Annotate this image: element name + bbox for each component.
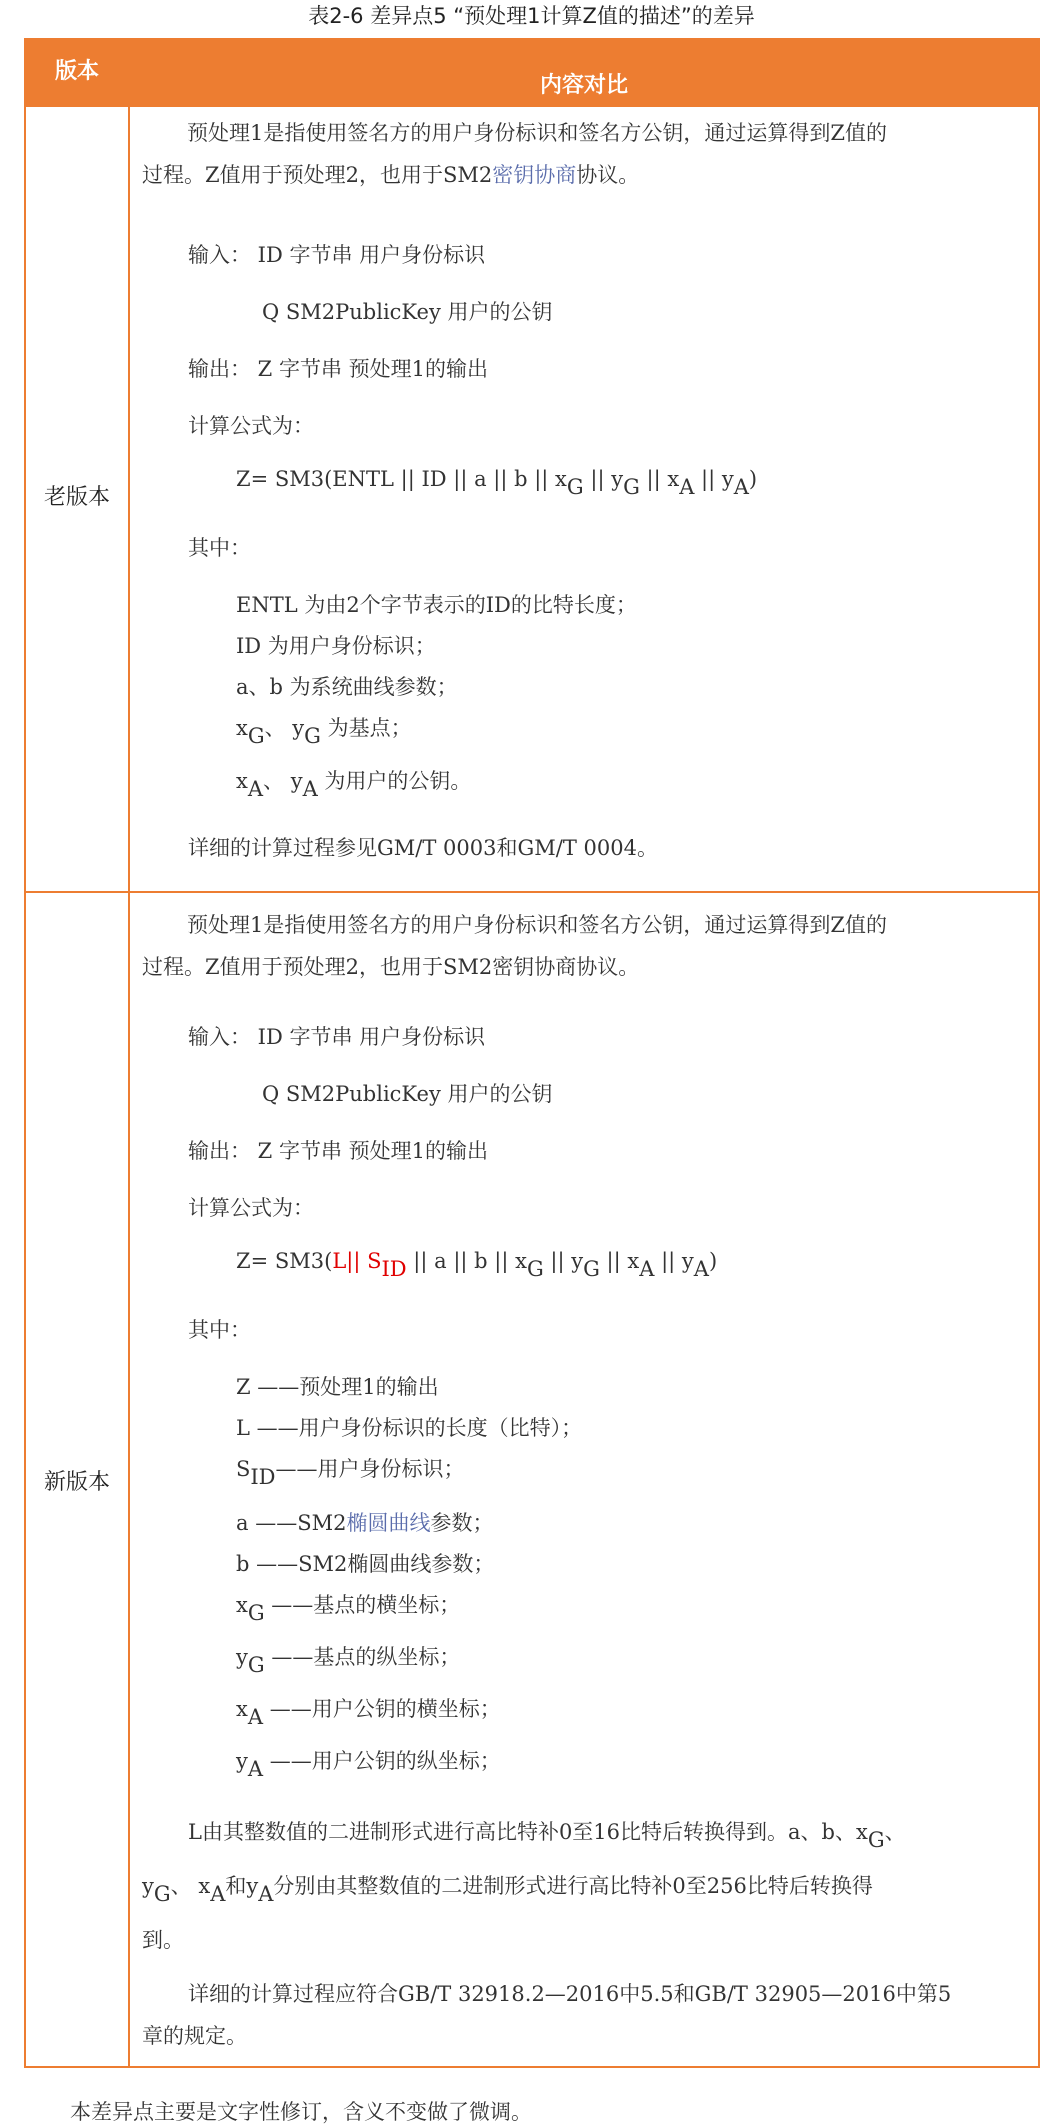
old-version-label: 老版本 (43, 485, 110, 510)
formula-part: || x (639, 467, 680, 491)
formula-part: Z= SM3( (236, 1249, 333, 1273)
new-input2: Q SM2PublicKey 用户的公钥 (262, 1082, 553, 1106)
elliptic-curve-link[interactable]: 椭圆曲线 (346, 1511, 431, 1535)
def-sub: G (247, 724, 265, 748)
formula-highlight-sub: ID (381, 1257, 407, 1281)
def-part: 为基点； (320, 716, 412, 740)
old-input1: 输入： ID 字节串 用户身份标识 (188, 243, 486, 267)
def-part: 为用户的公钥。 (317, 769, 472, 793)
def-sub: G (247, 1601, 265, 1625)
def-part: x (236, 1697, 248, 1721)
header-version: 版本 (54, 58, 99, 84)
new-reference-line1: 详细的计算过程应符合GB/T 32918.2—2016中5.5和GB/T 32905—2016中第5 (188, 1982, 952, 2006)
old-intro-text: 过程。Z值用于预处理2，也用于SM2 (142, 163, 493, 187)
note-sub: G (153, 1882, 171, 1906)
new-def-xa (236, 1693, 501, 1729)
def-part: 参数； (430, 1511, 494, 1535)
formula-part: || y (583, 467, 624, 491)
def-part: x (236, 716, 248, 740)
new-output: 输出： Z 字节串 预处理1的输出 (188, 1139, 488, 1163)
old-formula (236, 467, 758, 499)
new-formula-label: 计算公式为： (188, 1196, 314, 1220)
note-sub: A (210, 1882, 226, 1906)
old-def-base-point (236, 712, 412, 748)
formula-sub: G (566, 475, 584, 499)
def-part: a ——SM2 (236, 1511, 347, 1535)
table-header (26, 40, 1038, 107)
old-reference: 详细的计算过程参见GM/T 0003和GM/T 0004。 (188, 836, 658, 860)
formula-sub: A (733, 475, 749, 499)
new-reference-line2: 章的规定。 (142, 2024, 247, 2048)
def-sub: G (247, 1653, 265, 1677)
new-version-label: 新版本 (43, 1470, 110, 1495)
def-part: y (236, 1645, 248, 1669)
old-intro-end: 协议。 (576, 163, 640, 187)
note-sub: A (258, 1882, 274, 1906)
formula-highlight: L|| S (332, 1249, 382, 1273)
old-def-pubkey (236, 765, 472, 801)
formula-part: Z= SM3(ENTL || ID || a || b || x (236, 467, 567, 491)
formula-part: ) (748, 467, 758, 491)
formula-sub: G (623, 475, 640, 499)
old-intro-line1: 预处理1是指使用签名方的用户身份标识和签名方公钥，通过运算得到Z值的 (187, 121, 887, 145)
formula-sub: A (679, 475, 695, 499)
new-def-xg (236, 1589, 461, 1625)
new-intro-line1: 预处理1是指使用签名方的用户身份标识和签名方公钥，通过运算得到Z值的 (187, 913, 887, 937)
old-def-entl: ENTL 为由2个字节表示的ID的比特长度； (236, 593, 637, 617)
note-part: y (142, 1874, 154, 1898)
new-def-z: Z ——预处理1的输出 (236, 1375, 439, 1399)
old-intro-line2 (142, 160, 1032, 190)
new-formula (236, 1249, 718, 1281)
new-note-line3: 到。 (142, 1928, 184, 1952)
note-part: L由其整数值的二进制形式进行高比特补0至16比特后转换得到。a、b、x (188, 1820, 868, 1844)
new-def-b: b ——SM2椭圆曲线参数； (236, 1552, 495, 1576)
new-def-sid (236, 1453, 465, 1489)
formula-sub: A (693, 1257, 709, 1281)
def-sub: A (247, 1757, 264, 1781)
new-note-line2 (142, 1870, 873, 1906)
def-part: y (236, 1749, 248, 1773)
def-part: ——用户公钥的横坐标； (263, 1697, 501, 1721)
old-output: 输出： Z 字节串 预处理1的输出 (188, 357, 488, 381)
new-def-a (236, 1507, 493, 1537)
formula-part: || y (543, 1249, 584, 1273)
def-sub: A (247, 1705, 264, 1729)
def-part: S (236, 1457, 251, 1481)
comparison-table (24, 38, 1040, 2068)
formula-part: || a || b || x (406, 1249, 527, 1273)
new-input1: 输入： ID 字节串 用户身份标识 (188, 1025, 486, 1049)
def-part: ——基点的横坐标； (264, 1593, 461, 1617)
column-divider (128, 107, 130, 2066)
note-part: 、 x (170, 1874, 211, 1898)
new-where: 其中： (188, 1318, 251, 1342)
old-def-ab: a、b 为系统曲线参数； (236, 675, 458, 699)
note-part: 和y (225, 1874, 259, 1898)
new-def-ya (236, 1745, 501, 1781)
def-part: x (236, 769, 248, 793)
row-divider (26, 891, 1038, 893)
def-sub: A (302, 777, 318, 801)
new-def-yg (236, 1641, 461, 1677)
formula-part: || x (599, 1249, 640, 1273)
formula-part: || y (654, 1249, 694, 1273)
def-sub: A (247, 777, 264, 801)
table-caption: 表2-6 差异点5 “预处理1计算Z值的描述”的差异 (308, 4, 755, 28)
footer-text: 本差异点主要是文字性修订，含义不变做了微调。 (70, 2100, 532, 2124)
formula-part: || y (694, 467, 734, 491)
def-part: ——基点的纵坐标； (264, 1645, 461, 1669)
new-def-l: L ——用户身份标识的长度（比特）； (236, 1416, 583, 1440)
def-part: ——用户公钥的纵坐标； (263, 1749, 501, 1773)
note-sub: G (867, 1828, 885, 1852)
note-part: 分别由其整数值的二进制形式进行高比特补0至256比特后转换得 (273, 1874, 873, 1898)
new-note-line1 (188, 1816, 906, 1852)
def-sub: G (304, 724, 321, 748)
formula-sub: G (583, 1257, 600, 1281)
old-def-id: ID 为用户身份标识； (236, 634, 436, 658)
old-key-agreement-link[interactable]: 密钥协商 (492, 163, 577, 187)
def-sub: ID (250, 1465, 276, 1489)
old-version-content (142, 118, 1032, 190)
formula-part: ) (708, 1249, 718, 1273)
formula-sub: A (639, 1257, 655, 1281)
new-intro-line2: 过程。Z值用于预处理2，也用于SM2密钥协商协议。 (142, 955, 640, 979)
old-formula-label: 计算公式为： (188, 414, 314, 438)
old-where: 其中： (188, 536, 251, 560)
def-part: 、 y (264, 716, 305, 740)
note-part: 、 (884, 1820, 906, 1844)
formula-sub: G (526, 1257, 544, 1281)
header-content: 内容对比 (539, 72, 628, 98)
def-part: x (236, 1593, 248, 1617)
def-part: ——用户身份标识； (275, 1457, 465, 1481)
new-version-content (142, 910, 1032, 982)
old-input2: Q SM2PublicKey 用户的公钥 (262, 300, 553, 324)
def-part: 、 y (263, 769, 303, 793)
